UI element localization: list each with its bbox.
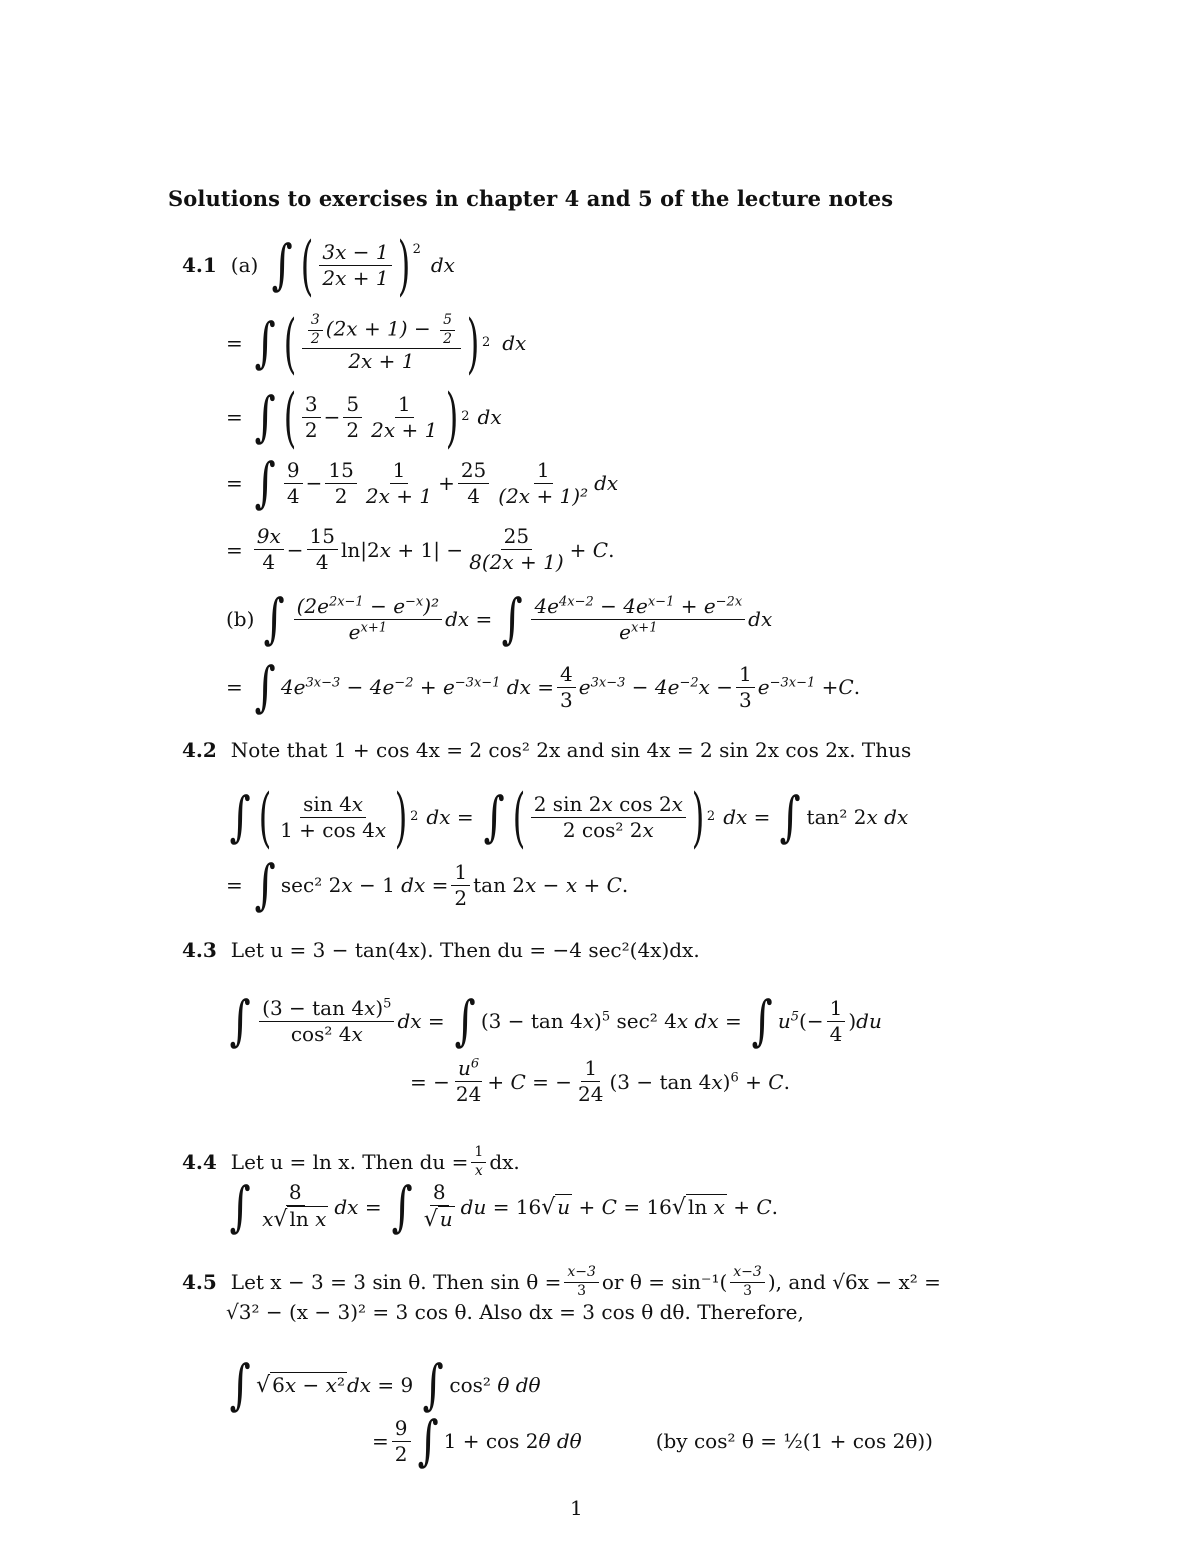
exercise-4-2-step1: ∫ ( $\frac{\sin 4x}{1 + \cos 4x}$ ) 2 dx = ∫ ( $\frac{\text{2 sin 2x cos 2x}}{\text{2 cos² 2x}}$ ) 2 dx = ∫ tan² 2x dx <box>229 779 909 855</box>
exercise-4-4-result: ∫ $\frac{8}{\text{x√ ln x}}$ dx = ∫ $\frac{8}{√ u}$ du = 16√ u + C = 16√ ln x + C. <box>229 1175 779 1238</box>
exercise-text: Note that 1 + cos 4x = 2 cos² 2x and sin 4x = 2 sin 2x cos 2x. Thus <box>230 738 912 762</box>
exercise-label: 4.3 <box>182 938 217 962</box>
exercise-text: √3² − (x − 3)² = 3 cos θ. Also dx = 3 cos θ dθ. Therefore, <box>226 1300 804 1324</box>
exercise-text: or θ = sin⁻¹( <box>601 1270 728 1294</box>
exercise-4-1-a-step2: = ∫ ( $\frac{3}{2}$ − $\frac{5}{2}$ $\frac{1}{2x + 1}$ ) 2 dx <box>226 379 502 455</box>
exercise-text: Let u = 3 − tan(4x). Then du = −4 sec²(4x)dx. <box>230 938 700 962</box>
exercise-label: 4.4 <box>182 1150 217 1174</box>
fraction: $\frac{3x - 1}{2x + 1}$ <box>319 240 391 291</box>
exercise-4-3-intro <box>182 938 700 962</box>
page-title: Solutions to exercises in chapter 4 and 5 of the lecture notes <box>168 186 894 211</box>
exercise-4-5-intro: 4.5 Let x − 3 = 3 sin θ. Then sin θ = $\frac{x-3}{3}$ or θ = sin⁻¹( $\frac{x-3}{3}$ ), and √6x − x² = <box>182 1264 941 1299</box>
exercise-4-1-b-result: = ∫ $4e^{3x-3} - 4e^{-2} + e^{-3x-1}$ dx = $\frac{4}{3}$ $e^{3x-3} - 4e^{-2}x$ − $\frac{1}{3}$ $e^{-3x-1}$ + C . <box>226 655 861 718</box>
exercise-label: 4.5 <box>182 1270 217 1294</box>
exercise-4-1-a-step1: = ∫ ( $\frac{3}{2}$ (2x + 1) − $\frac{5}{2}$ 2x + 1 ) 2 dx <box>226 305 527 381</box>
exercise-4-2-result: = ∫ sec² 2x − 1 dx = $\frac{1}{2}$ tan 2x − x + C. <box>226 853 629 916</box>
exercise-text: Let u = ln x. Then du = <box>230 1150 469 1174</box>
part-label: (a) <box>230 253 259 277</box>
page-number: 1 <box>570 1496 583 1520</box>
exercise-4-3-result: = − $\frac{u^6}{24}$ + C = − $\frac{1}{24}$ $(3 - \tan 4x)^6 + C$. <box>410 1056 790 1106</box>
exercise-4-1-a-line: 4.1 (a) ∫ ( $\frac{3x - 1}{2x + 1}$ ) 2 dx <box>182 227 455 303</box>
exercise-4-5-step2: = $\frac{9}{2}$ ∫ 1 + cos 2θ dθ (by cos² θ = ½(1 + cos 2θ)) <box>372 1409 933 1472</box>
exercise-4-1-a-step3: = ∫ $\frac{9}{4}$ − $\frac{15}{2}$ $\frac{1}{2x + 1}$ + $\frac{25}{4}$ $\frac{1}{\text{(2x + 1)²}}$ dx <box>226 451 619 514</box>
exercise-text: ), and √6x − x² = <box>767 1270 941 1294</box>
integral-sign: ∫ <box>271 233 293 296</box>
exercise-note: (by cos² θ = ½(1 + cos 2θ)) <box>655 1429 933 1453</box>
part-label: (b) <box>226 607 255 631</box>
exercise-label: 4.2 <box>182 738 217 762</box>
exercise-text: dx. <box>489 1150 520 1174</box>
exercise-4-1-b-line: (b) ∫ $\frac{(2e^{2x-1} - e^{-x})^2}{e^{x+1}}$ dx = ∫ $\frac{4e^{4x-2} - 4e^{x-1} + e^{-2x}}{e^{x+1}}$ dx <box>226 587 773 650</box>
exercise-4-5-step1: ∫ √ 6x − x² dx = 9 ∫ cos² θ dθ <box>229 1353 541 1416</box>
exercise-4-5-line2 <box>226 1300 804 1324</box>
exercise-4-1-a-result: = $\frac{9x}{4}$ − $\frac{15}{4}$ ln|2x + 1| − $\frac{25}{8(2x + 1)}$ + C. <box>226 524 615 574</box>
exercise-text: Let x − 3 = 3 sin θ. Then sin θ = <box>230 1270 562 1294</box>
exercise-label: 4.1 <box>182 253 217 277</box>
exercise-4-4-intro: 4.4 Let u = ln x. Then du = $\frac{1}{x}$ dx. <box>182 1144 520 1179</box>
exercise-4-2-intro <box>182 738 911 762</box>
exercise-4-3-step1: ∫ $\frac{(3 - \tan 4x)^5}{\text{cos² 4x}}$ dx = ∫ $(3 - \tan 4x)^5$ sec² 4x dx = ∫ $u^5$ (− $\frac{1}{4}$ ) du <box>229 989 882 1052</box>
